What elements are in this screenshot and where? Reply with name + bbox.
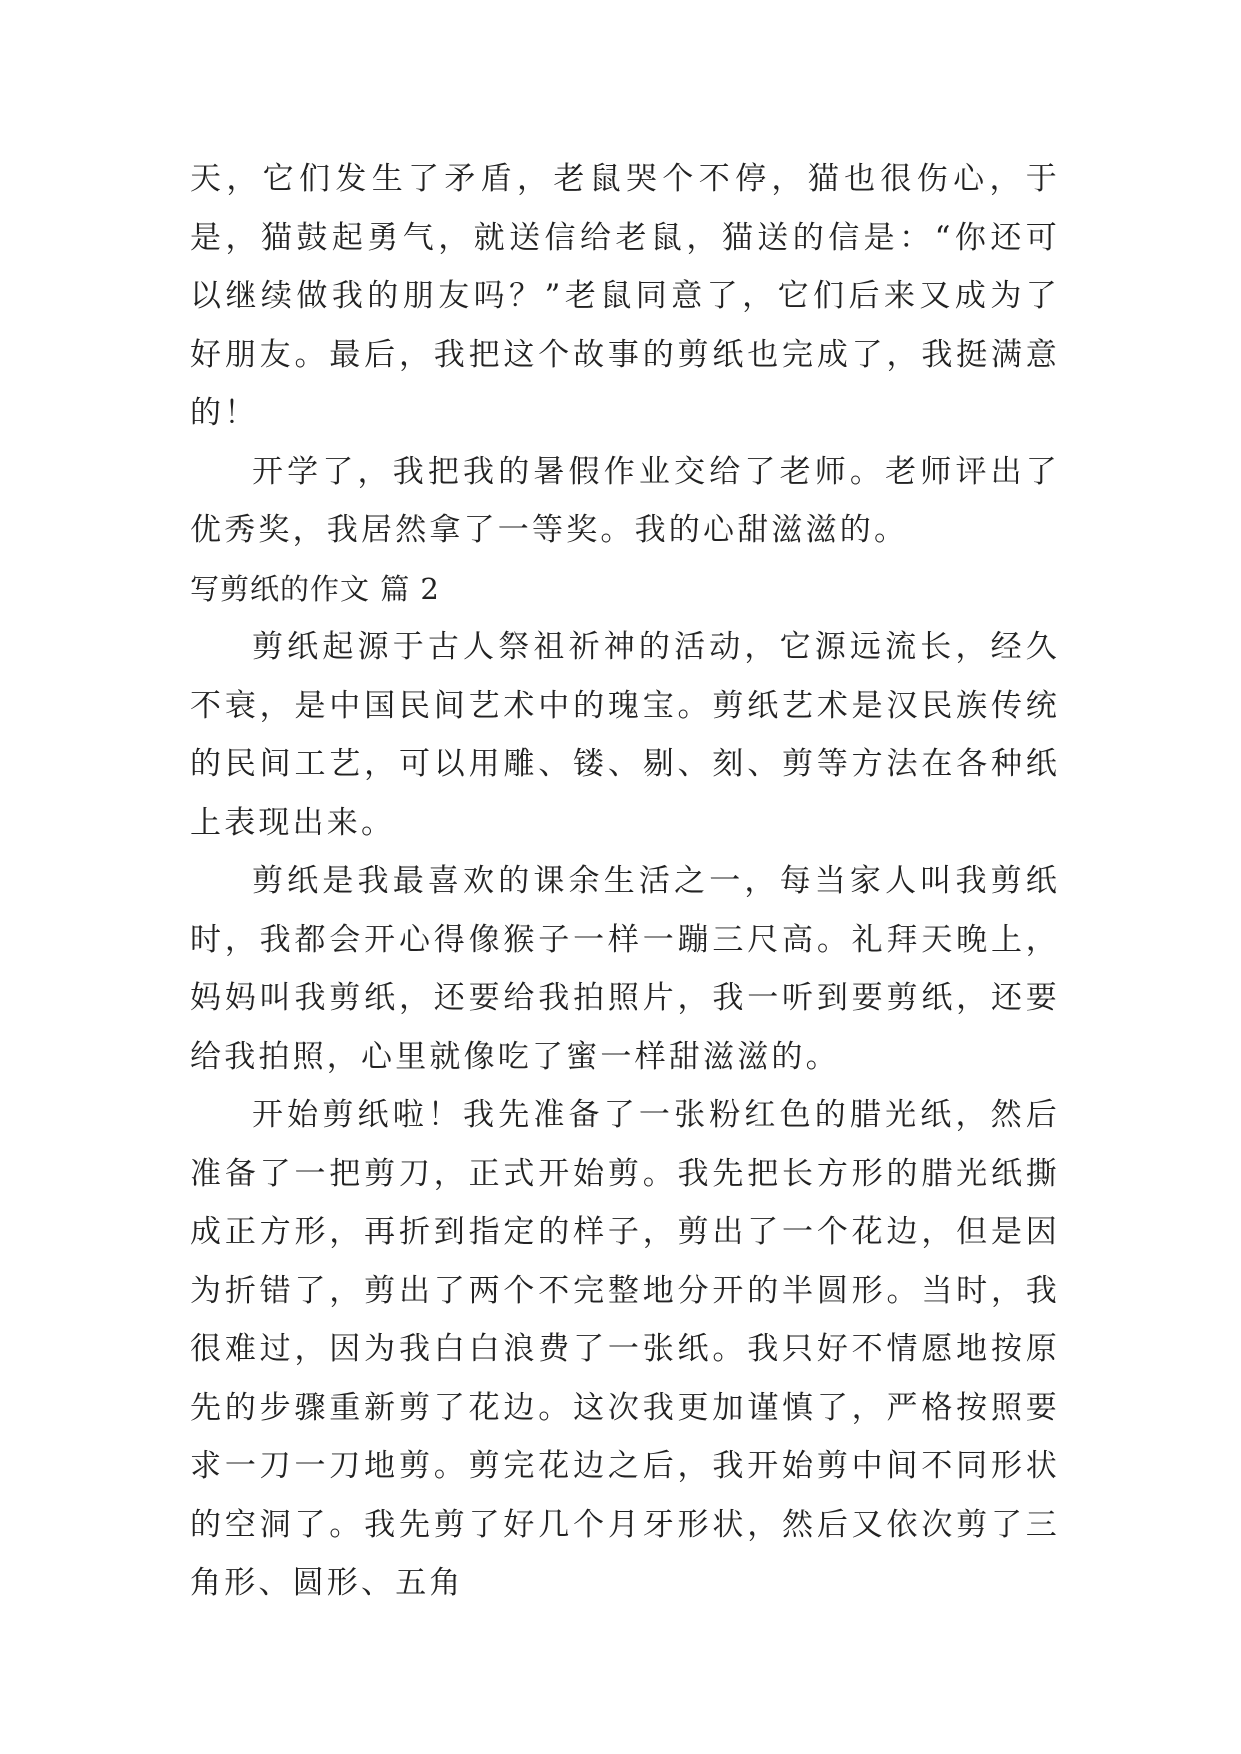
paragraph-continuation: 天，它们发生了矛盾，老鼠哭个不停，猫也很伤心，于是，猫鼓起勇气，就送信给老鼠，猫送的信是：“你还可以继续做我的朋友吗？”老鼠同意了，它们后来又成为了好朋友。最后，我把这个故事的剪纸也完成了，我挺满意的！	[190, 161, 1060, 431]
paragraph-school-award: 开学了，我把我的暑假作业交给了老师。老师评出了优秀奖，我居然拿了一等奖。我的心甜滋滋的。	[190, 453, 1060, 548]
section-title: 写剪纸的作文 篇 2	[190, 571, 440, 606]
paragraph-paper-cutting-origin: 剪纸起源于古人祭祖祈神的活动，它源远流长，经久不衰，是中国民间艺术中的瑰宝。剪纸艺术是汉民族传统的民间工艺，可以用雕、镂、剔、刻、剪等方法在各种纸上表现出来。	[190, 629, 1060, 841]
paragraph-favorite-hobby: 剪纸是我最喜欢的课余生活之一，每当家人叫我剪纸时，我都会开心得像猴子一样一蹦三尺高。礼拜天晚上，妈妈叫我剪纸，还要给我拍照片，我一听到要剪纸，还要给我拍照，心里就像吃了蜜一样甜滋滋的。	[190, 863, 1060, 1075]
document-body	[190, 150, 1060, 1613]
paragraph-cutting-process: 开始剪纸啦！我先准备了一张粉红色的腊光纸，然后准备了一把剪刀，正式开始剪。我先把长方形的腊光纸撕成正方形，再折到指定的样子，剪出了一个花边，但是因为折错了，剪出了两个不完整地分开的半圆形。当时，我很难过，因为我白白浪费了一张纸。我只好不情愿地按原先的步骤重新剪了花边。这次我更加谨慎了，严格按照要求一刀一刀地剪。剪完花边之后，我开始剪中间不同形状的空洞了。我先剪了好几个月牙形状，然后又依次剪了三角形、圆形、五角	[190, 1097, 1060, 1601]
